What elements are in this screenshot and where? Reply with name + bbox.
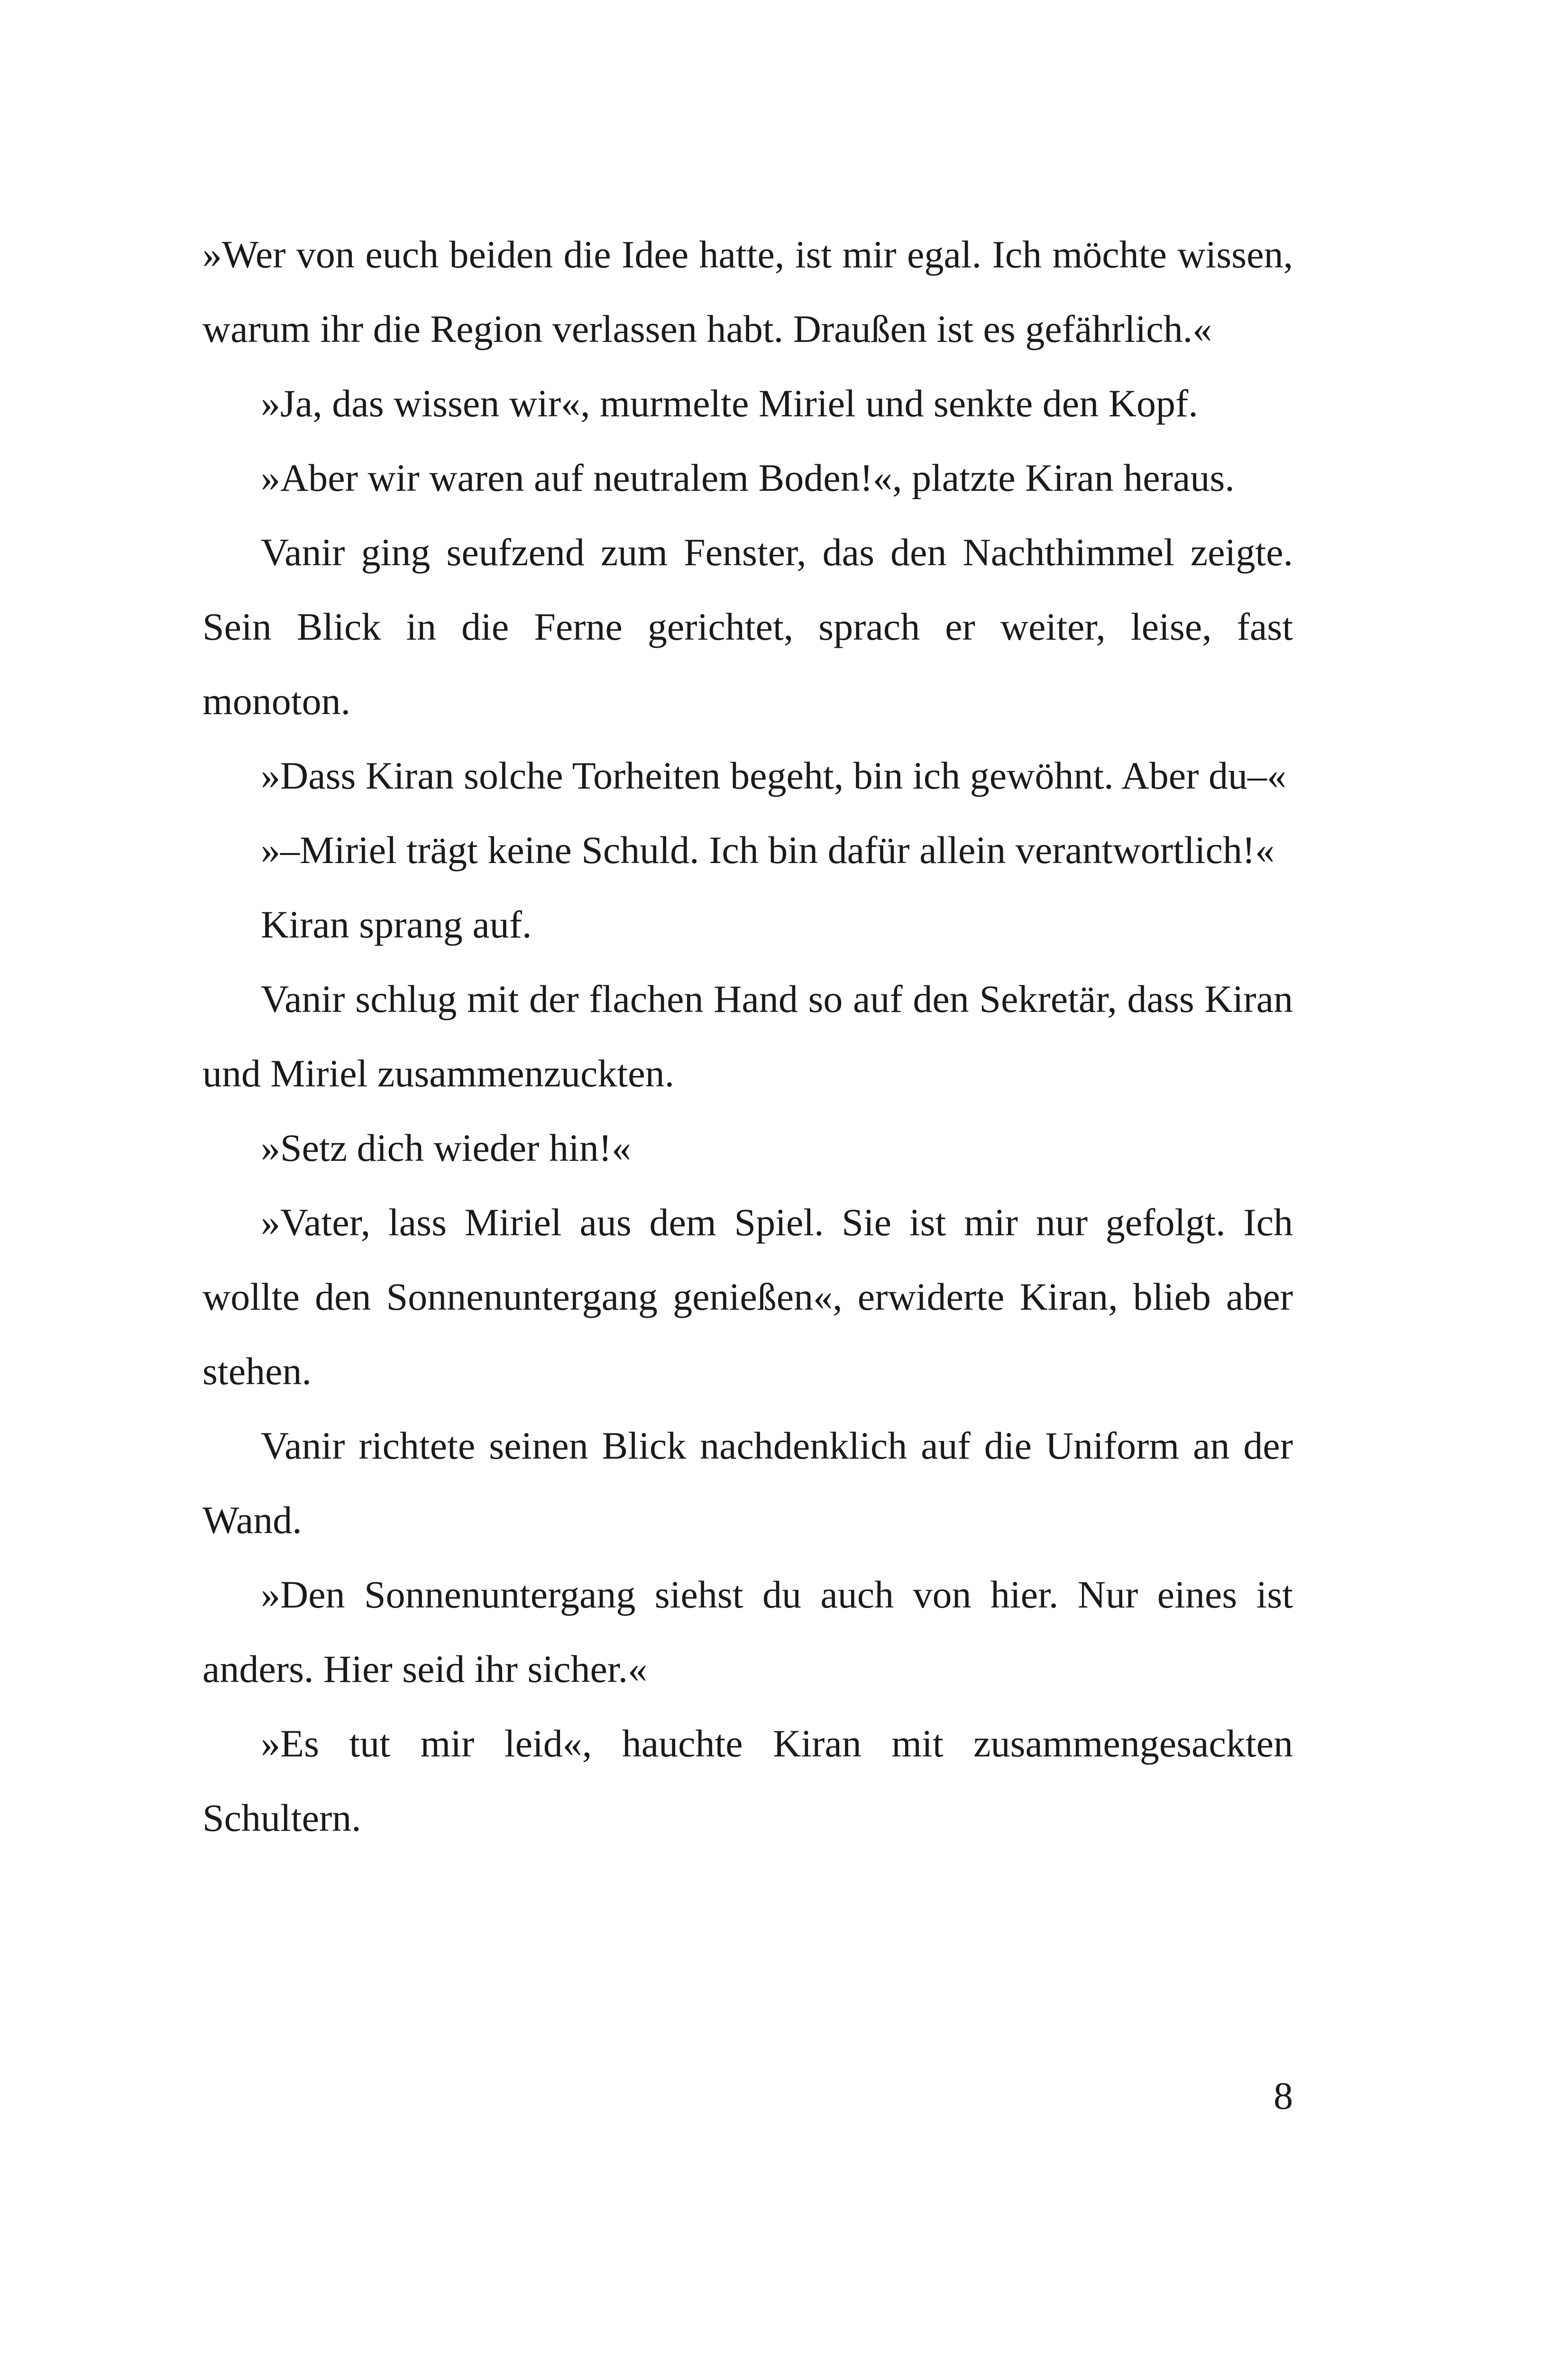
paragraph-2: »Ja, das wissen wir«, murmelte Miriel und senkte den Kopf. [261,382,1198,425]
paragraph-13: »Es tut mir leid«, hauchte Kiran mit zusammengesackten Schultern. [202,1722,1293,1839]
paragraph-4: Vanir ging seufzend zum Fenster, das den Nachthimmel zeigte. Sein Blick in die Ferne gerichtet, sprach er weiter, leise, fast monoton. [202,531,1293,723]
paragraph-6: »–Miriel trägt keine Schuld. Ich bin dafür allein verantwortlich!« [261,828,1275,872]
body-text [202,217,1293,1855]
paragraph-7: Kiran sprang auf. [261,903,532,946]
paragraph-9: »Setz dich wieder hin!« [261,1126,632,1169]
paragraph-10: »Vater, lass Miriel aus dem Spiel. Sie ist mir nur gefolgt. Ich wollte den Sonnenuntergang genießen«, erwiderte Kiran, blieb aber stehen. [202,1201,1293,1393]
paragraph-8: Vanir schlug mit der flachen Hand so auf den Sekretär, dass Kiran und Miriel zusammenzuckten. [202,977,1293,1095]
paragraph-12: »Den Sonnenuntergang siehst du auch von hier. Nur eines ist anders. Hier seid ihr sicher.« [202,1573,1293,1691]
paragraph-3: »Aber wir waren auf neutralem Boden!«, platzte Kiran heraus. [261,456,1235,499]
page-number: 8 [1274,2074,1293,2117]
paragraph-5: »Dass Kiran solche Torheiten begeht, bin ich gewöhnt. Aber du–« [261,754,1286,797]
paragraph-1: »Wer von euch beiden die Idee hatte, ist mir egal. Ich möchte wissen, warum ihr die Region verlassen habt. Draußen ist es gefährlich.« [202,233,1293,350]
paragraph-11: Vanir richtete seinen Blick nachdenklich auf die Uniform an der Wand. [202,1424,1293,1542]
